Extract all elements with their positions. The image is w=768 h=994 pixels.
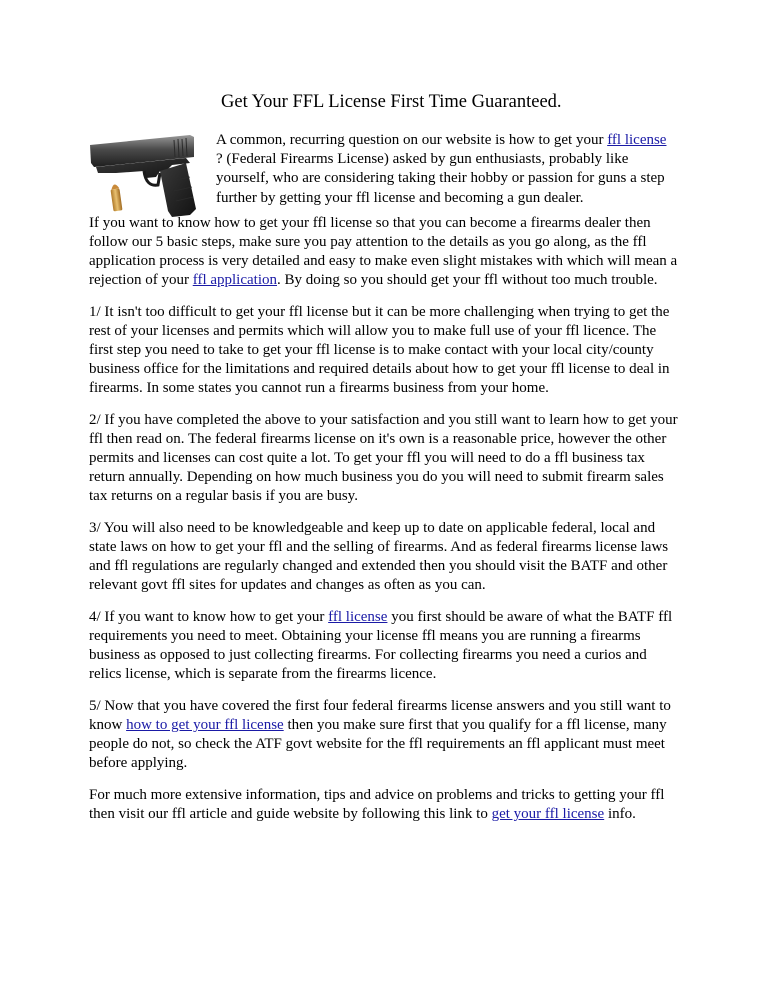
paragraph-step-4-before: 4/ If you want to know how to get your [89,609,329,625]
page-title: Get Your FFL License First Time Guaranteed. [221,92,562,112]
ffl-application-link[interactable]: ffl application [192,272,277,288]
paragraph-step-4 [89,608,681,684]
paragraph-step-5 [89,697,681,773]
get-your-ffl-license-link[interactable]: get your ffl license [491,806,605,822]
ffl-license-link-intro[interactable]: ffl license [607,132,667,148]
paragraph-step-4-after: you first should be aware of what the BATF ffl requirements you need to meet. Obtaining your license ffl means you are running a firearms business as opposed to just collecting firearms. For collecting firearms you need a curios and relics license, which is separate from the firearms licence. [89,609,673,682]
paragraph-conclusion-before: For much more extensive information, tips and advice on problems and tricks to getting your ffl then visit our ffl article and guide website by following this link to [89,787,665,822]
paragraph-step-2: 2/ If you have completed the above to your satisfaction and you still want to learn how to get your ffl then read on. The federal firearms license on it's own is a reasonable price, however the other permits and licenses can cost quite a lot. To get your ffl you will need to do a ffl business tax return annually. Depending on how much business you do you will need to submit firearm sales tax returns on a regular basis if you are busy. [89,412,678,504]
paragraph-step-5-before: 5/ Now that you have covered the first four federal firearms license answers and you still want to know [89,698,671,733]
how-to-get-ffl-license-link[interactable]: how to get your ffl license [126,717,284,733]
intro-text-before: A common, recurring question on our website is how to get your [216,132,608,148]
paragraph-step-3: 3/ You will also need to be knowledgeable and keep up to date on applicable federal, local and state laws on how to get your ffl and the selling of firearms. And as federal firearms license laws and ffl regulations are regularly changed and extended then you should visit the BATF and other relevant govt ffl sites for updates and changes as often as you can. [89,520,669,593]
intro-paragraph [216,131,676,208]
paragraph-overview [89,214,681,290]
paragraph-step-5-after: then you make sure first that you qualify for a ffl license, many people do not, so check the ATF govt website for the ffl requirements an ffl applicant must meet before applying. [89,717,667,771]
paragraph-step-1: 1/ It isn't too difficult to get your ffl license but it can be more challenging when trying to get the rest of your licenses and permits which will allow you to make full use of your ffl licence. The first step you need to take to get your ffl license is to make contact with your local city/county business office for the limitations and required details about how to get your ffl license to deal in firearms. In some states you cannot run a firearms business from your home. [89,304,670,396]
paragraph-overview-before: If you want to know how to get your ffl license so that you can become a firearms dealer then follow our 5 basic steps, make sure you pay attention to the details as you go along, as the ffl application process is very detailed and easy to make even slight mistakes with which will mean a rejection of your [89,215,678,288]
paragraph-overview-after: . By doing so you should get your ffl without too much trouble. [277,272,658,288]
ffl-license-link-step-4[interactable]: ffl license [328,609,388,625]
intro-text-after: ? (Federal Firearms License) asked by gun enthusiasts, probably like yourself, who are considering taking their hobby or passion for guns a step further by getting your ffl license and becoming a gun dealer. [216,151,665,206]
paragraph-conclusion-after: info. [604,806,636,822]
article-body [89,214,681,837]
paragraph-conclusion [89,786,681,824]
handgun-image [86,131,212,223]
